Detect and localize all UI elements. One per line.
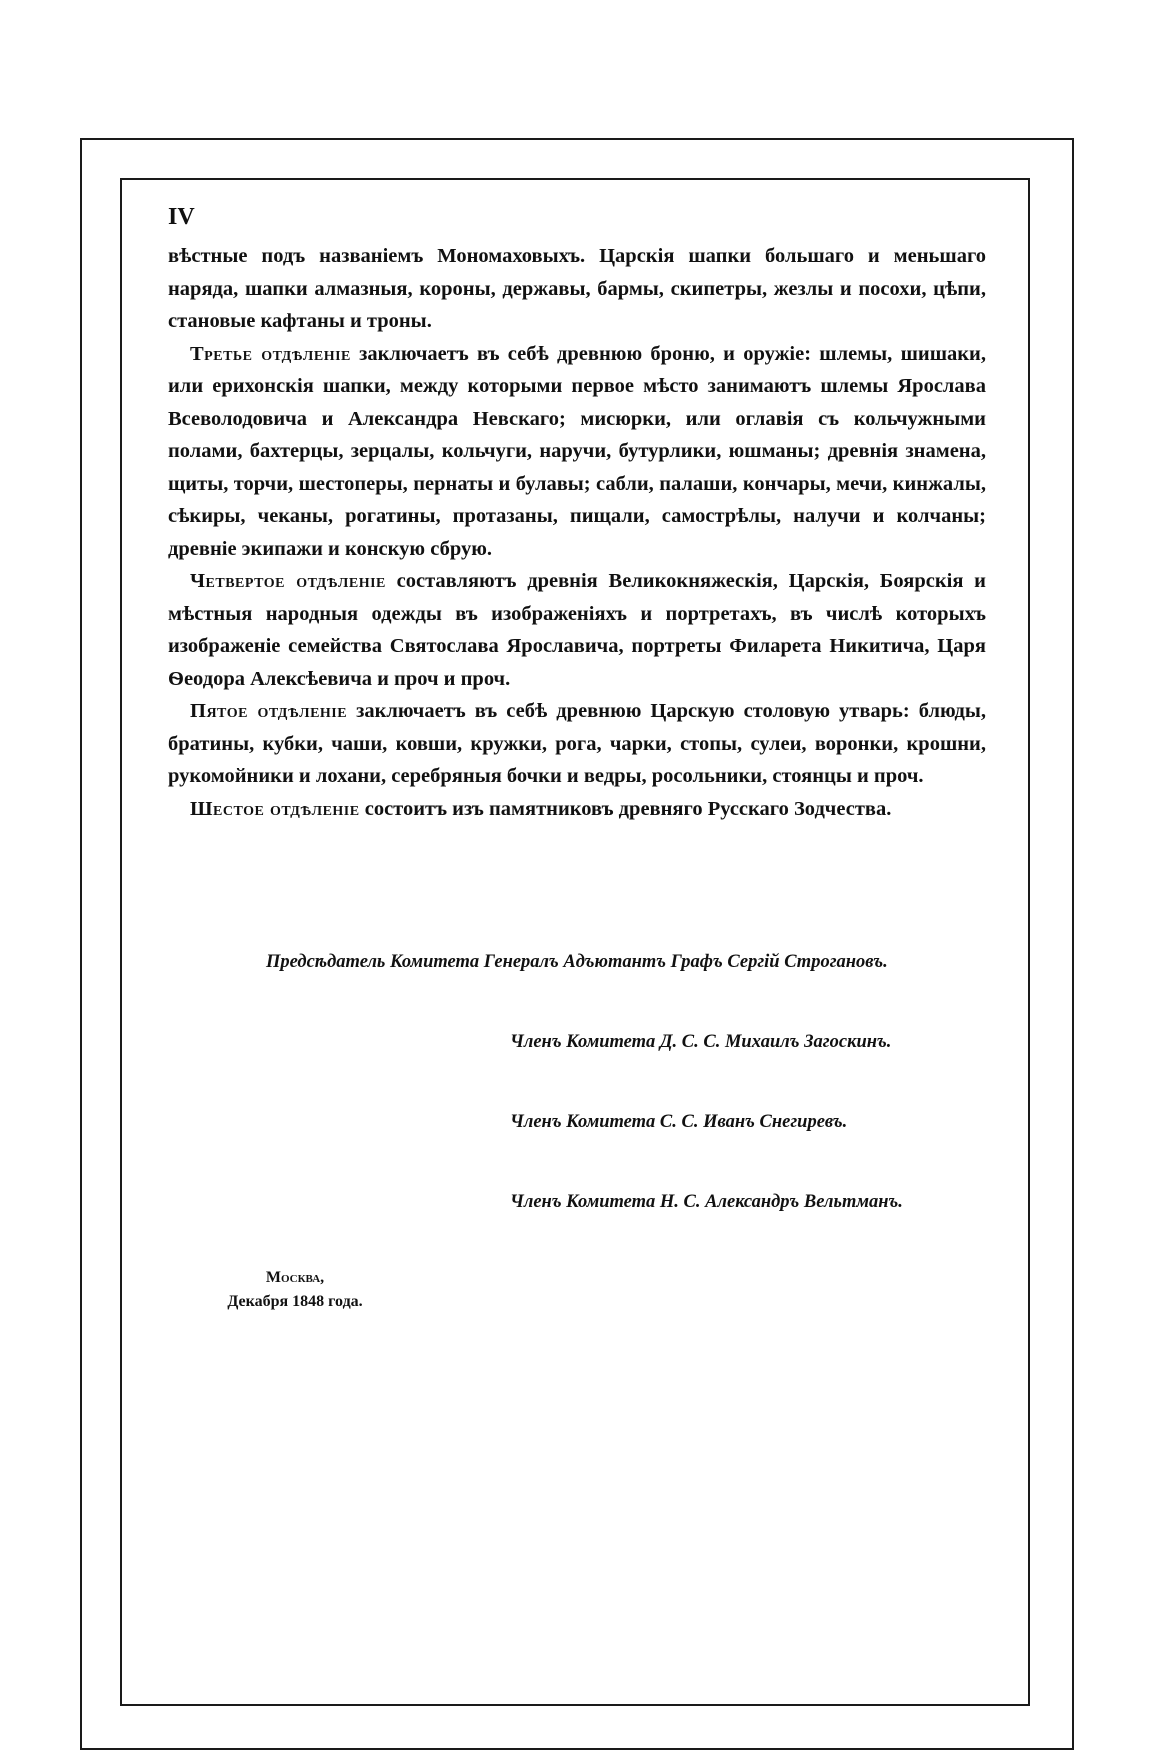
signature-chairman: Предсѣдатель Комитета Генералъ Адъютантъ Графъ Сергій Строгановъ.	[266, 952, 888, 972]
paragraph-lead: Третье отдѣленіе	[190, 342, 351, 365]
paragraph-lead: Четвертое отдѣленіе	[190, 570, 386, 592]
paragraph-lead: Пятое отдѣленіе	[190, 700, 348, 722]
paragraph-fourth-section	[168, 565, 986, 695]
page-body	[168, 200, 986, 825]
paragraph-sixth-section	[168, 793, 986, 826]
paragraph-text: вѣстные подъ названіемъ Мономаховыхъ. Царскія шапки большаго и меньшаго наряда, шапки алмазныя, короны, державы, бармы, скипетры, жезлы и посохи, цѣпи, становые кафтаны и троны.	[168, 245, 986, 332]
paragraph-third-section	[168, 338, 986, 566]
page-number: IV	[168, 204, 195, 230]
paragraph-text: заключаетъ въ себѣ древнюю броню, и оружіе: шлемы, шишаки, или ерихонскія шапки, между которыми первое мѣсто занимаютъ шлемы Ярослава Всеволодовича и Александра Невскаго; мисюрки, или оглавія съ кольчужными полами, бахтерцы, зерцалы, кольчуги, наручи, бутурлики, юшманы; древнія знамена, щиты, торчи, шестоперы, пернаты и булавы; сабли, палаши, кончары, мечи, кинжалы, сѣкиры, чеканы, рогатины, протазаны, пищали, самострѣлы, налучи и колчаны; древніе экипажи и конскую сбрую.	[168, 342, 986, 560]
paragraph-continuation	[168, 240, 986, 338]
place-line: Москва,	[265, 1269, 325, 1286]
date-line: Декабря 1848 года.	[227, 1293, 363, 1310]
paragraph-fifth-section	[168, 695, 986, 793]
paragraph-text: составляютъ древнія Великокняжескія, Царскія, Боярскія и мѣстныя народныя одежды въ изображеніяхъ и портретахъ, въ числѣ которыхъ изображеніе семейства Святослава Ярославича, портреты Филарета Никитича, Царя Ѳеодора Алексѣевича и проч и проч.	[168, 570, 986, 690]
signature-member-veltman: Членъ Комитета Н. С. Александръ Вельтманъ.	[510, 1192, 903, 1212]
signature-member-snegirev: Членъ Комитета С. С. Иванъ Снегиревъ.	[510, 1112, 848, 1132]
paragraph-text: заключаетъ въ себѣ древнюю Царскую столовую утварь: блюды, братины, кубки, чаши, ковши, кружки, рога, чарки, стопы, сулеи, воронки, крошни, рукомойники и лохани, серебряныя бочки и ведры, росольники, стоянцы и проч.	[168, 700, 986, 787]
paragraph-lead: Шестое отдѣленіе	[190, 797, 360, 820]
signature-member-zagoskin: Членъ Комитета Д. С. С. Михаилъ Загоскинъ.	[510, 1032, 892, 1052]
place-and-date	[210, 1266, 380, 1314]
paragraph-text: состоитъ изъ памятниковъ древняго Русскаго Зодчества.	[359, 797, 892, 820]
